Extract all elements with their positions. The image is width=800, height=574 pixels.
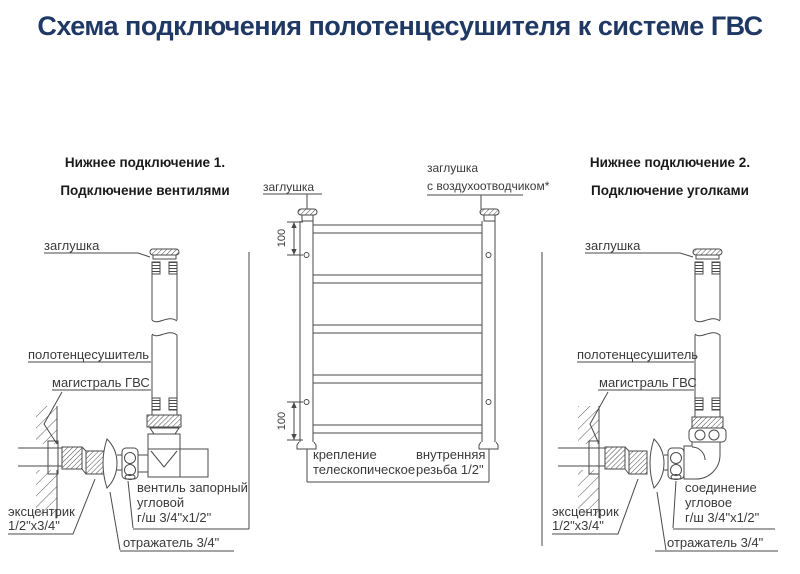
left-towel-pipe (150, 249, 179, 415)
right-main-pipe (558, 448, 605, 466)
dimension-100-bottom-text: 100 (276, 411, 288, 431)
left-reflector-label: отражатель 3/4" (123, 535, 220, 550)
right-reflector-label: отражатель 3/4" (667, 535, 764, 550)
left-main-label: магистраль ГВС (52, 375, 150, 390)
middle-mount-label-2: телескопическое (313, 462, 416, 477)
right-towel-pipe (693, 249, 722, 417)
page-title: Схема подключения полотенцесушителя к системе ГВС (37, 11, 763, 41)
right-connection-label-1: соединение (685, 480, 757, 495)
right-union-nut (668, 448, 684, 480)
left-towel-rail-label: полотенцесушитель (28, 347, 150, 362)
middle-air-plug-label-1: заглушка (427, 161, 479, 175)
left-wall (36, 406, 58, 518)
dimension-100-top-text: 100 (276, 228, 288, 248)
middle-thread-label-1: внутренняя (416, 447, 486, 462)
right-towel-rail-label: полотенцесушитель (577, 347, 699, 362)
left-main-pipe (18, 448, 62, 466)
right-reflector-dome (650, 439, 668, 488)
left-valve-label-1: вентиль запорный (137, 480, 248, 495)
left-valve-label-3: г/ш 3/4"x1/2" (137, 510, 212, 525)
left-plug-label: заглушка (44, 238, 100, 253)
left-header-line2: Подключение вентилями (60, 183, 230, 198)
right-main-label: магистраль ГВС (599, 375, 697, 390)
middle-mount-label-1: крепление (313, 447, 377, 462)
left-eccentric-label-1: эксцентрик (8, 504, 75, 519)
right-header-line1: Нижнее подключение 2. (589, 155, 751, 170)
left-eccentric-label-2: 1/2"x3/4" (8, 518, 60, 533)
left-valve-label-2: угловой (137, 495, 185, 510)
left-angle-valve (147, 415, 208, 477)
middle-air-plug-label-2: с воздухоотводчиком* (427, 179, 550, 193)
left-header-line1: Нижнее подключение 1. (64, 155, 226, 170)
towel-rail-ladder (297, 209, 499, 449)
right-eccentric-label-2: 1/2"x3/4" (552, 518, 604, 533)
left-reflector-dome (103, 439, 122, 488)
dimension-100-top (287, 222, 303, 255)
right-eccentric (605, 447, 647, 474)
dimension-100-bottom (287, 402, 303, 440)
right-connection-label-3: г/ш 3/4"x1/2" (685, 510, 760, 525)
right-plug-label: заглушка (585, 238, 641, 253)
left-eccentric (62, 447, 104, 474)
right-elbow (684, 417, 726, 479)
middle-thread-label-2: резьба 1/2" (416, 462, 484, 477)
middle-leader-lines (263, 194, 523, 482)
right-eccentric-label-1: эксцентрик (552, 504, 619, 519)
right-header-line2: Подключение уголками (591, 183, 749, 198)
right-connection-label-2: угловое (685, 495, 733, 510)
left-union-nut (122, 448, 148, 480)
right-wall (578, 406, 599, 518)
middle-plug-label: заглушка (263, 180, 315, 194)
